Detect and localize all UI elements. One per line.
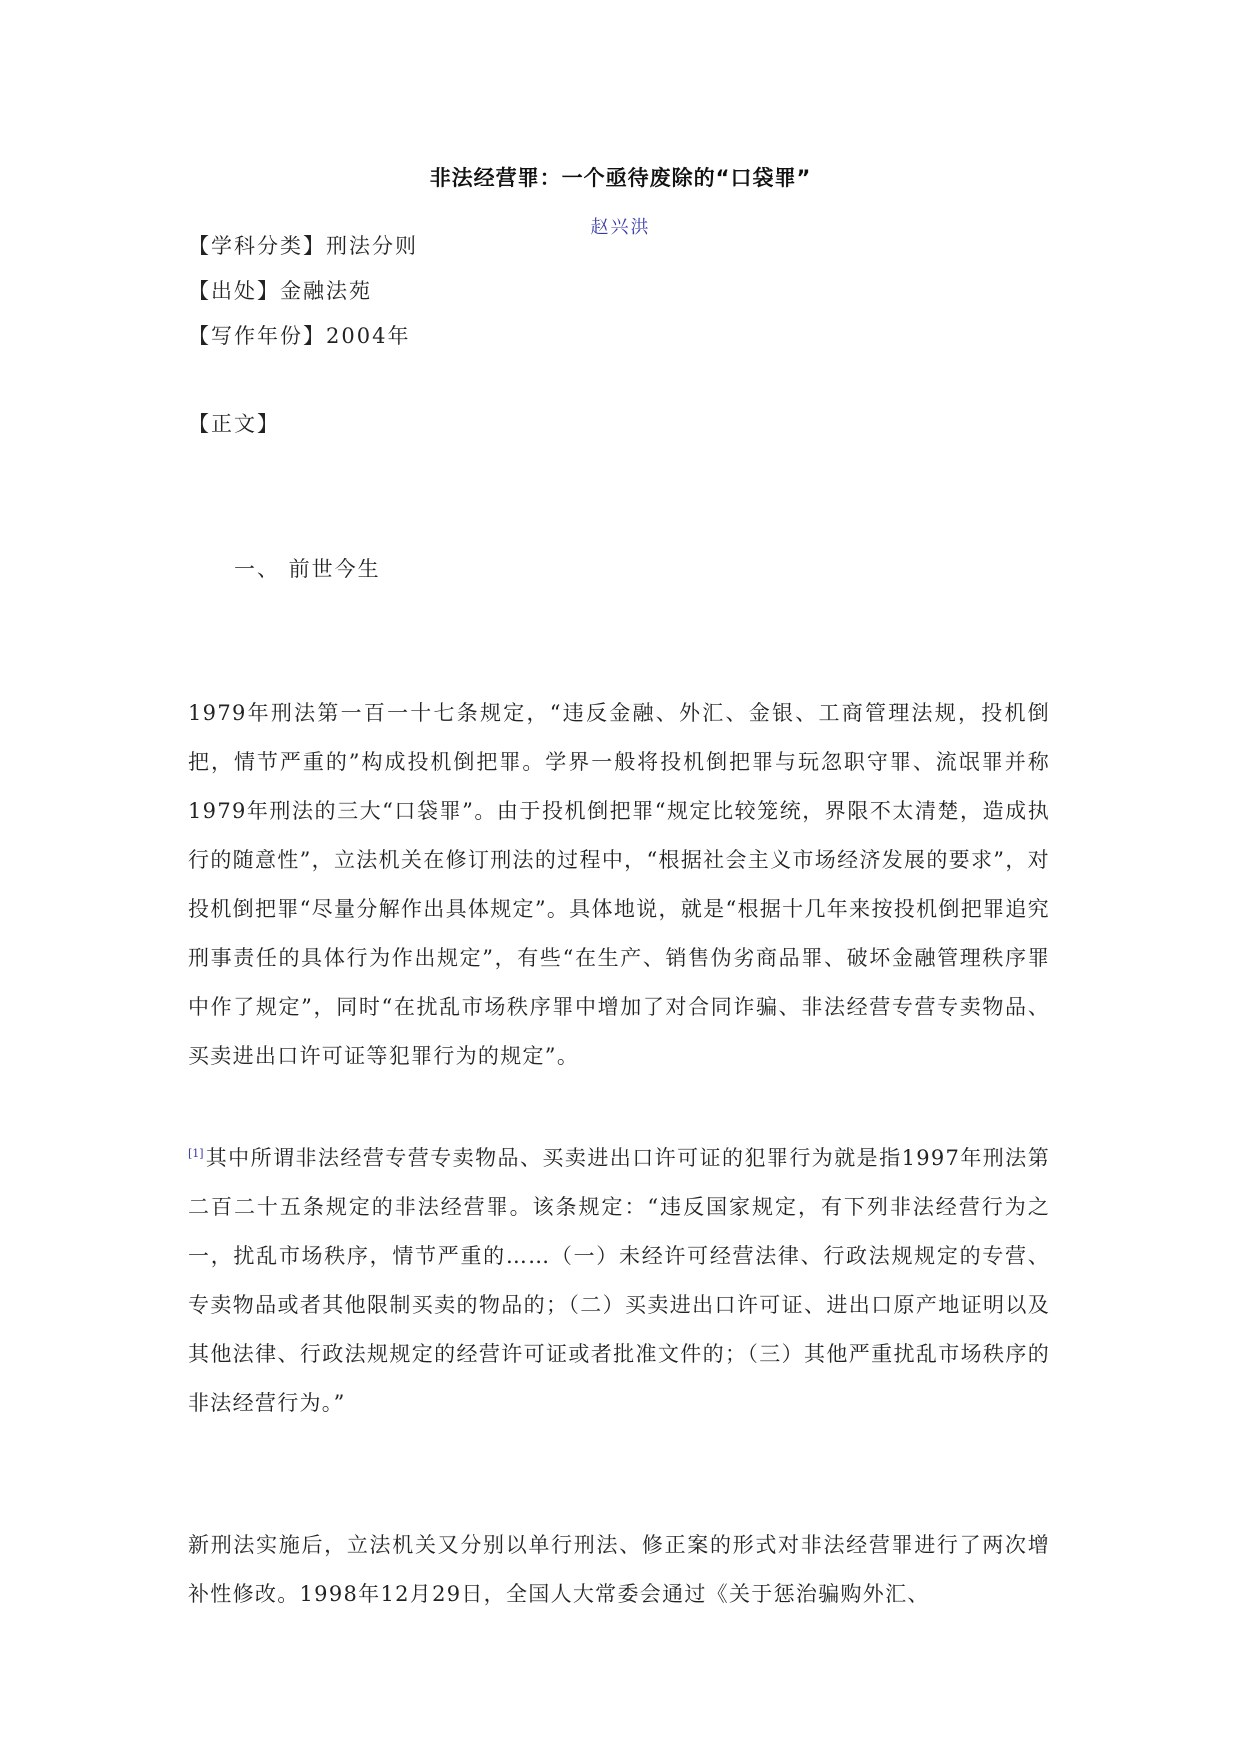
meta-year: 【写作年份】2004年 <box>188 324 411 348</box>
paragraph-3: 新刑法实施后，立法机关又分别以单行刑法、修正案的形式对非法经营罪进行了两次增补性修改。1998年12月29日，全国人大常委会通过《关于惩治骗购外汇、 <box>188 1533 1050 1606</box>
paragraph-1: 1979年刑法第一百一十七条规定，“违反金融、外汇、金银、工商管理法规，投机倒把，情节严重的”构成投机倒把罪。学界一般将投机倒把罪与玩忽职守罪、流氓罪并称1979年刑法的三大“口袋罪”。由于投机倒把罪“规定比较笼统，界限不太清楚，造成执行的随意性”，立法机关在修订刑法的过程中，“根据社会主义市场经济发展的要求”，对投机倒把罪“尽量分解作出具体规定”。具体地说，就是“根据十几年来按投机倒把罪追究刑事责任的具体行为作出规定”，有些“在生产、销售伪劣商品罪、破坏金融管理秩序罪中作了规定”，同时“在扰乱市场秩序罪中增加了对合同诈骗、非法经营专营专卖物品、买卖进出口许可证等犯罪行为的规定”。 <box>188 701 1050 1068</box>
paragraph-2 <box>188 1129 1050 1428</box>
meta-subject: 【学科分类】刑法分则 <box>188 234 418 258</box>
section-heading: 一、 前世今生 <box>234 557 381 581</box>
paragraph-2-text: 其中所谓非法经营专营专卖物品、买卖进出口许可证的犯罪行为就是指1997年刑法第二百二十五条规定的非法经营罪。该条规定：“违反国家规定，有下列非法经营行为之一，扰乱市场秩序，情节严重的……（一）未经许可经营法律、行政法规规定的专营、专卖物品或者其他限制买卖的物品的；（二）买卖进出口许可证、进出口原产地证明以及其他法律、行政法规规定的经营许可证或者批准文件的；（三）其他严重扰乱市场秩序的非法经营行为。” <box>188 1146 1050 1415</box>
document-title: 非法经营罪：一个亟待废除的“口袋罪” <box>429 166 812 190</box>
author-link[interactable]: 赵兴洪 <box>590 217 651 238</box>
body-label: 【正文】 <box>188 412 280 436</box>
meta-source: 【出处】金融法苑 <box>188 279 372 303</box>
footnote-link[interactable]: [1] <box>188 1147 204 1160</box>
